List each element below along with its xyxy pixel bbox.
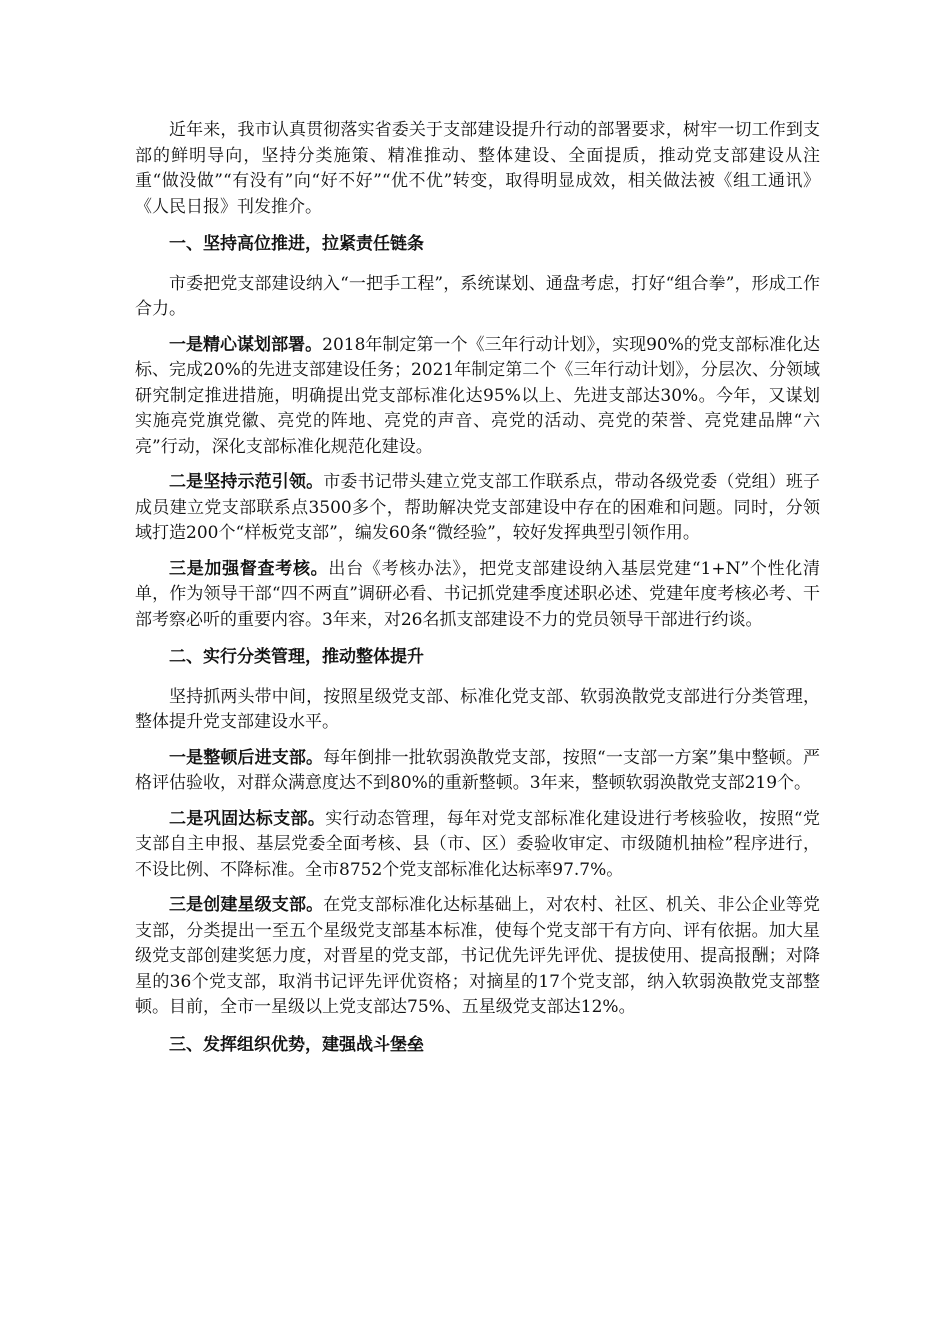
point-text: 出台《考核办法》，把党支部建设纳入基层党建“1+N”个性化清单，作为领导干部“四不两直”调研必看、书记抓党建季度述职必述、党建年度考核必考、干部考察必听的重要内容。3年来，对26名抓支部建设不力的党员领导干部进行约谈。	[135, 558, 820, 630]
document-body	[135, 118, 820, 1072]
point-text: 在党支部标准化达标基础上，对农村、社区、机关、非公企业等党支部，分类提出一至五个星级党支部基本标准，使每个党支部干有方向、评有依据。加大星级党支部创建奖惩力度，对晋星的党支部，书记优先评先评优、提拔使用、提高报酬；对降星的36个党支部，取消书记评先评优资格；对摘星的17个党支部，纳入软弱涣散党支部整顿。目前，全市一星级以上党支部达75%、五星级党支部达12%。	[135, 895, 821, 1017]
section-2-summary: 坚持抓两头带中间，按照星级党支部、标准化党支部、软弱涣散党支部进行分类管理，整体提升党支部建设水平。	[135, 686, 820, 732]
section-heading-3: 三、发挥组织优势，建强战斗堡垒	[169, 1034, 424, 1055]
intro-paragraph: 近年来，我市认真贯彻落实省委关于支部建设提升行动的部署要求，树牢一切工作到支部的鲜明导向，坚持分类施策、精准推动、整体建设、全面提质，推动党支部建设从注重“做没做”“有没有”向“好不好”“优不优”转变，取得明显成效，相关做法被《组工通讯》《人民日报》刊发推介。	[135, 120, 820, 217]
point-text: 市委书记带头建立党支部工作联系点，带动各级党委（党组）班子成员建立党支部联系点3500多个，帮助解决党支部建设中存在的困难和问题。同时，分领域打造200个“样板党支部”，编发60条“微经验”，较好发挥典型引领作用。	[135, 472, 821, 543]
point-text: 每年倒排一批软弱涣散党支部，按照“一支部一方案”集中整顿。严格评估验收，对群众满意度达不到80%的重新整顿。3年来，整顿软弱涣散党支部219个。	[135, 747, 820, 793]
point-lead: 一是精心谋划部署。	[169, 334, 323, 355]
point-lead: 二是巩固达标支部。	[169, 808, 326, 829]
section-2-point-2	[135, 807, 820, 884]
section-heading-1: 一、坚持高位推进，拉紧责任链条	[169, 234, 424, 254]
point-lead: 三是加强督查考核。	[169, 558, 329, 579]
point-lead: 二是坚持示范引领。	[169, 472, 324, 492]
section-2-point-3	[135, 893, 820, 1021]
section-1-point-3	[135, 557, 820, 634]
point-lead: 一是整顿后进支部。	[169, 747, 324, 768]
point-text: 实行动态管理，每年对党支部标准化建设进行考核验收，按照“党支部自主申报、基层党委全面考核、县（市、区）委验收审定、市级随机抽检”程序进行，不设比例、不降标准。全市8752个党支部标准化达标率97.7%。	[135, 808, 820, 880]
section-1-summary: 市委把党支部建设纳入“一把手工程”，系统谋划、通盘考虑，打好“组合拳”，形成工作合力。	[135, 273, 820, 319]
point-text: 2018年制定第一个《三年行动计划》，实现90%的党支部标准化达标、完成20%的先进支部建设任务；2021年制定第二个《三年行动计划》，分层次、分领域研究制定推进措施，明确提出党支部标准化达95%以上、先进支部达30%。今年，又谋划实施亮党旗党徽、亮党的阵地、亮党的声音、亮党的活动、亮党的荣誉、亮党建品牌“六亮”行动，深化支部标准化规范化建设。	[135, 334, 820, 457]
section-1-point-1	[135, 333, 820, 461]
point-lead: 三是创建星级支部。	[169, 895, 324, 915]
section-1-point-2	[135, 470, 820, 547]
section-2-point-1	[135, 746, 820, 797]
section-heading-2: 二、实行分类管理，推动整体提升	[169, 647, 424, 667]
